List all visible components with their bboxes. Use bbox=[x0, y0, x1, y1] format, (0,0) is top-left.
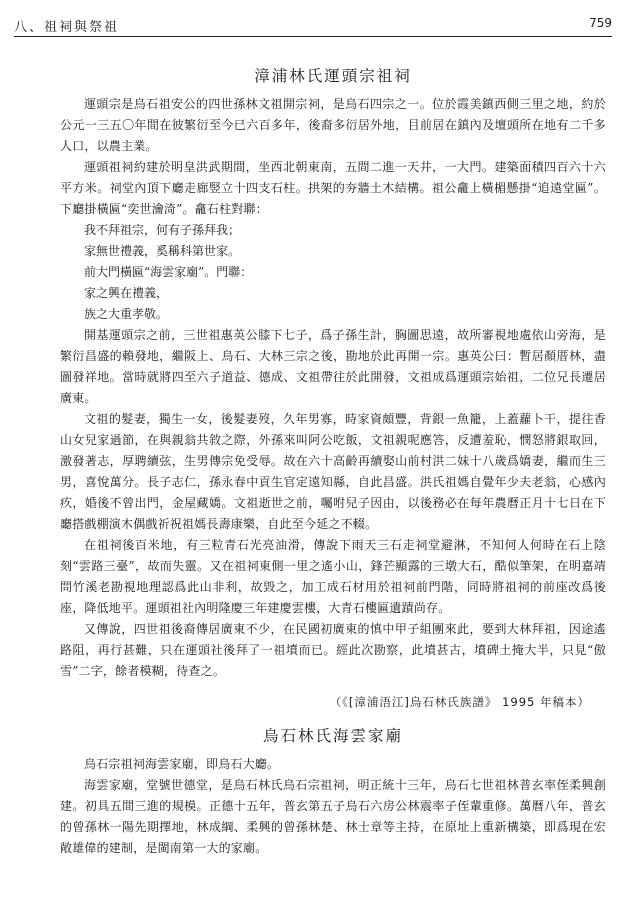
paragraph: 文祖的髮妻，獨生一女，後髮妻歿，久年男寡，時家資頗豐，背銀一魚籠，上蓋蘿卜干，提往香山女兒家過節，在與親翁共敘之際，外孫來叫阿公吃飯，文祖親呢應答，反遭羞恥，憫怒將銀取回，激發著志，厚聘續弦，生男傳宗免受辱。故在六十高齡再續娶山前村洪二妹十八歲爲嬌妻，繼而生三男，喜悅萬分。長子志仁，孫永春中貢生官定遠知縣，自此昌盛。洪氏祖媽自覺年少夫老翁，心感內疚，婚後不曾出門，金屋藏嬌。文祖逝世之前，囑咐兒子因由，以後務必在每年農曆正月十七日在下廳搭戲棚演木偶戲祈祝祖媽長壽康樂，自此至今延之不輟。 bbox=[60, 412, 606, 531]
couplet-line: 族之大重孝敬。 bbox=[84, 307, 169, 321]
plaque-line: 前大門橫匾“海雲家廟”。門聯： bbox=[84, 265, 253, 279]
article-title: 漳浦林氏運頭宗祖祠 bbox=[254, 67, 412, 85]
paragraph: 運頭宗是烏石祖安公的四世孫林文祖開宗祠，是烏石四宗之一。位於霞美鎮西側三里之地，約於公元一三五〇年間在彼繁衍至今已六百多年，後裔多衍居外地，目前居在鎮內及壇頭所在地有二千多人口，以農主業。 bbox=[60, 97, 606, 153]
article-yuntou-ancestral-hall bbox=[60, 64, 606, 859]
paragraph: 運頭祖祠約建於明皇洪武期間，坐西北朝東南，五間二進一天井，一大門。建築面積四百六十六平方米。祠堂內頂下廳走廊竪立十四支石柱。拱架的夯牆土木結構。祖公龕上橫楣懸掛“追遠堂匾”。下廳掛橫匾“奕世瀹渏”。龕石柱對聯： bbox=[60, 160, 606, 216]
paragraph: 海雲家廟，堂號世德堂，是烏石林氏烏石宗祖祠，明正統十三年，烏石七世祖林普玄率侄柔興創建。初具五間三進的規模。正德十五年，普玄第五子烏石六房公林震率子侄輩重修。萬曆八年，普玄的曾孫林一陽先期擇地，林成綱、柔興的曾孫林楚、林士章等主持，在原址上重新構築，即爲現在宏敞雄偉的建制，是閩南第一大的家廟。 bbox=[60, 778, 606, 855]
couplet-line: 家之興在禮義， bbox=[84, 286, 169, 300]
article-title: 烏石林氏海雲家廟 bbox=[262, 727, 403, 745]
page-number: 759 bbox=[589, 16, 612, 30]
paragraph: 開基運頭宗之前，三世祖惠英公膝下七子，爲子孫生計，胸圖思遠，故所審視地處依山旁海，是繁衍昌盛的賴發地，繼阪上、烏石、大林三宗之後，勘地於此再開一宗。惠英公曰：暫居顏厝林，盡圖發祥地。當時就將四至六子道益、德成、文祖帶往於此開發，文祖成爲運頭宗始祖，二位兄長遷居廣東。 bbox=[60, 328, 606, 405]
couplet-line: 我不拜祖宗，何有子孫拜我； bbox=[84, 223, 241, 237]
chapter-title: 八、祖祠與祭祖 bbox=[14, 20, 120, 35]
paragraph: 烏石宗祖祠海雲家廟，即烏石大廳。 bbox=[84, 757, 280, 771]
paragraph: 又傳說，四世祖後裔傳居廣東不少，在民國初廣東的慎中甲子組團來此，要到大林拜祖，因途遙路阻，再行甚難，只在運頭社後拜了一祖墳而已。經此次勘察，此墳甚古，墳碑土掩大半，只見“傲雪”二字，餘者模糊，待查之。 bbox=[60, 622, 606, 678]
source-citation: （《[漳浦浯江]烏石林氏族譜》 1995 年稿本） bbox=[329, 695, 590, 709]
running-header bbox=[14, 12, 612, 37]
paragraph: 在祖祠後百米地，有三粒青石光亮油滑，傳說下雨天三石走祠堂避淋，不知何人何時在石上陰刻“雲路三臺”，故而失靈。又在祖祠東側一里之遙小山，鋒芒顯露的三墩大石，酷似筆架，在明嘉靖問竹溪老勘視地理認爲此山非利，故毀之，加工成石材用於祖祠前門階，同時將祖祠的前座改爲後座，降低地平。運頭祖社內明隆慶三年建慶雲樓，大青石樓匾遺蹟尚存。 bbox=[60, 538, 606, 615]
couplet-line: 家無世禮義，奚稱科第世家。 bbox=[84, 244, 241, 258]
